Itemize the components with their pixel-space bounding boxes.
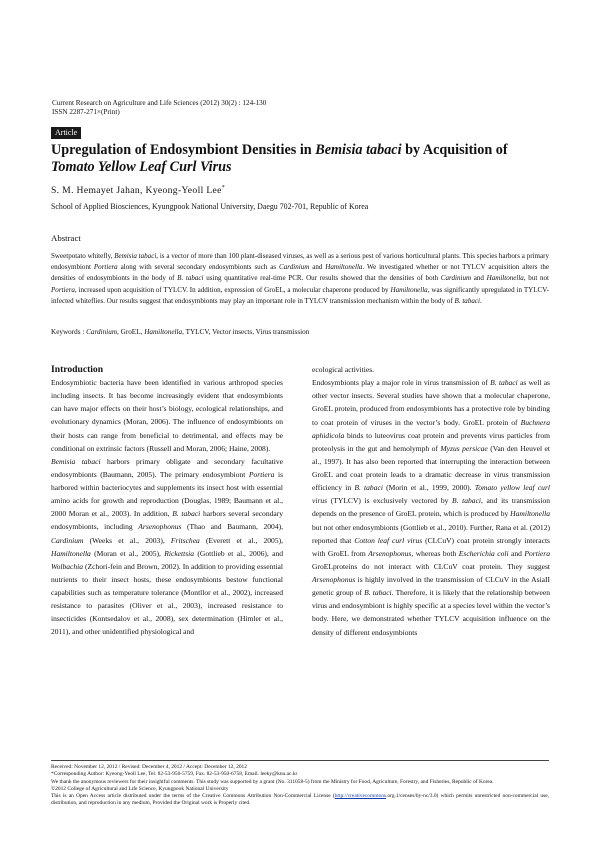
corresponding-author: *Corresponding Author: Kyeong-Yeoll Lee, Tel. 82-53-950-5759, Fax. 82-53-950-6758, Email. leeky@knu.ac.kr [51,771,298,778]
footnotes [51,764,549,808]
license-link[interactable]: http://creativecommons [334,793,387,799]
abstract-body: Sweetpotato whitefly, Bemisia tabaci, is a vector of more than 100 plant-diseased viruses, as well as a serious pest of various horticultural plants. This species harbors a primary endosymbiont Portiera along with several secondary endosymbionts such as Cardinium and Hamiltonella. We investigated whether or not TYLCV acquisition alters the densities of endosymbionts in the body of B. tabaci using quantitative real-time PCR. Our results showed that the densities of both Cardinium and Hamiltonella, but not Portiera, increased upon acquisition of TYLCV. In addition, expression of GroEL, a molecular chaperone produced by Hamiltonella, was significantly upregulated in TYLCV-infected whiteflies. Our results suggest that endosymbionts may play an important role in TYLCV transmission mechanism within the body of B. tabaci. [51,252,550,305]
article-type-label: Article [51,127,81,139]
section-heading-introduction: Introduction [51,364,104,375]
journal-info [52,99,266,117]
affiliation: School of Applied Biosciences, Kyungpook National University, Daegu 702-701, Republic of Korea [51,202,369,211]
copyright: ©2012 College of Agricultural and Life Science, Kyungpook National University [51,785,229,792]
footnote-divider [51,760,549,761]
paragraph: Endosymbiotic bacteria have been identified in various arthropod species including insects. It has become increasingly evident that endosymbionts can have major effects on their host’s biology, ecological relationships, and evolutionary dynamics (Moran, 2006). The influence of endosymbionts on their hosts can range from beneficial to detrimental, and effects may be conditional on extrinsic factors (Russell and Moran, 2006; Haine, 2008). [51,378,283,453]
body-column-right [312,363,550,639]
paper-title: Upregulation of Endosymbiont Densities in Bemisia tabaci by Acquisition of Tomato Yellow Leaf Curl Virus [51,142,508,175]
journal-issn: ISSN 2287-271×(Print) [52,108,120,116]
acknowledgement: We thank the anonymous reviewers for their insightful comments. This study was supported by a grant (No. 311058-5) from the Ministry for Food, Agriculture, Forestry, and Fisheries, Republic of Korea. [51,778,494,785]
paragraph: Bemisia tabaci harbors primary obligate and secondary facultative endosymbionts (Baumann, 2005). The primary endosymbiont Portiera is harbored within bacteriocytes and supplements its insect host with essential amino acids for growth and reproduction (Douglas, 1989; Baumann et al., 2000 Moran et al., 2003). In addition, B. tabaci harbors several secondary endosymbionts, including Arsenophonus (Thao and Baumann, 2004), Cardinium (Weeks et al., 2003), Fritschea (Everett et al., 2005), Hamiltonella (Moran et al., 2005), Rickettsia (Gottlieb et al., 2006), and Wolbachia (Zchori-fein and Brown, 2002). In addition to providing essential nutrients to their insect hosts, these endosymbionts bestow functional capabilities such as temperature tolerance (Montllor et al., 2002), increased resistance to parasites (Oliver et al., 2003), increased resistance to insecticides (Kontsedalov et al., 2008), sex determination (Himler et al., 2011), and other unidentified physiological and [51,456,284,637]
journal-citation: Current Research on Agriculture and Life Sciences (2012) 30(2) : 124-130 [52,99,267,107]
license-note: This is an Open Access article distributed under the terms of the Creative Commons Attribution Non-Commercial License (http://creativecommons.org.1/censes/by-nc/3.0) which permits unrestricted non-commercial use, distribution, and reproduction in any medium, Provided the Original work is Properly cited. [51,793,549,807]
paragraph: Endosymbionts play a major role in virus transmission of B. tabaci as well as other vector insects. Several studies have shown that a molecular chaperone, GroEL protein, produced from endosymbionts has a protective role by binding to coat protein of viruses in the vector’s body. GroEL protein of Buchnera aphidicola binds to luteovirus coat protein and prevents virus particles from proteolysis in the gut and hemolymph of Myzus persicae (Van den Heuvel et al., 1997). It has also been reported that interrupting the interaction between GroEL and coat protein leads to a dramatic decrease in virus transmission efficiency in B. tabaci (Morin et al., 1999, 2000). Tomato yellow leaf curl virus (TYLCV) is exclusively vectored by B. tabaci, and its transmission depends on the presence of GroEL protein, which is produced by Hamiltonella but not other endosymbionts (Gottlieb et al., 2010). Further, Rana et al. (2012) reported that Cotton leaf curl virus (CLCuV) coat protein strongly interacts with GroEL from Arsenophonus, whereas both Escherichia coli and Portiera GroELproteins do not interact with CLCuV coat protein. They suggest Arsenophonus is highly involved in the transmission of CLCuV in the AsiaII genetic group of B. tabaci. Therefore, it is likely that the relationship between virus and endosymbiont is highly specific at a species level within the vector’s body. Here, we demonstrated whether TYLCV acquisition influence on the density of different endosymbionts [312,378,551,637]
body-column-left [51,363,283,639]
keywords: Keywords : Cardinium, GroEL, Hamiltonella, TYLCV, Vector insects, Virus transmission [51,328,310,336]
paragraph: ecological activities. [312,365,375,374]
author-list: S. M. Hemayet Jahan, Kyeong-Yeoll Lee* [51,185,226,197]
received-dates: Received: November 12, 2012 / Revised: December 4, 2012 / Accept: December 12, 2012 [51,764,247,770]
abstract-heading: Abstract [51,233,81,243]
